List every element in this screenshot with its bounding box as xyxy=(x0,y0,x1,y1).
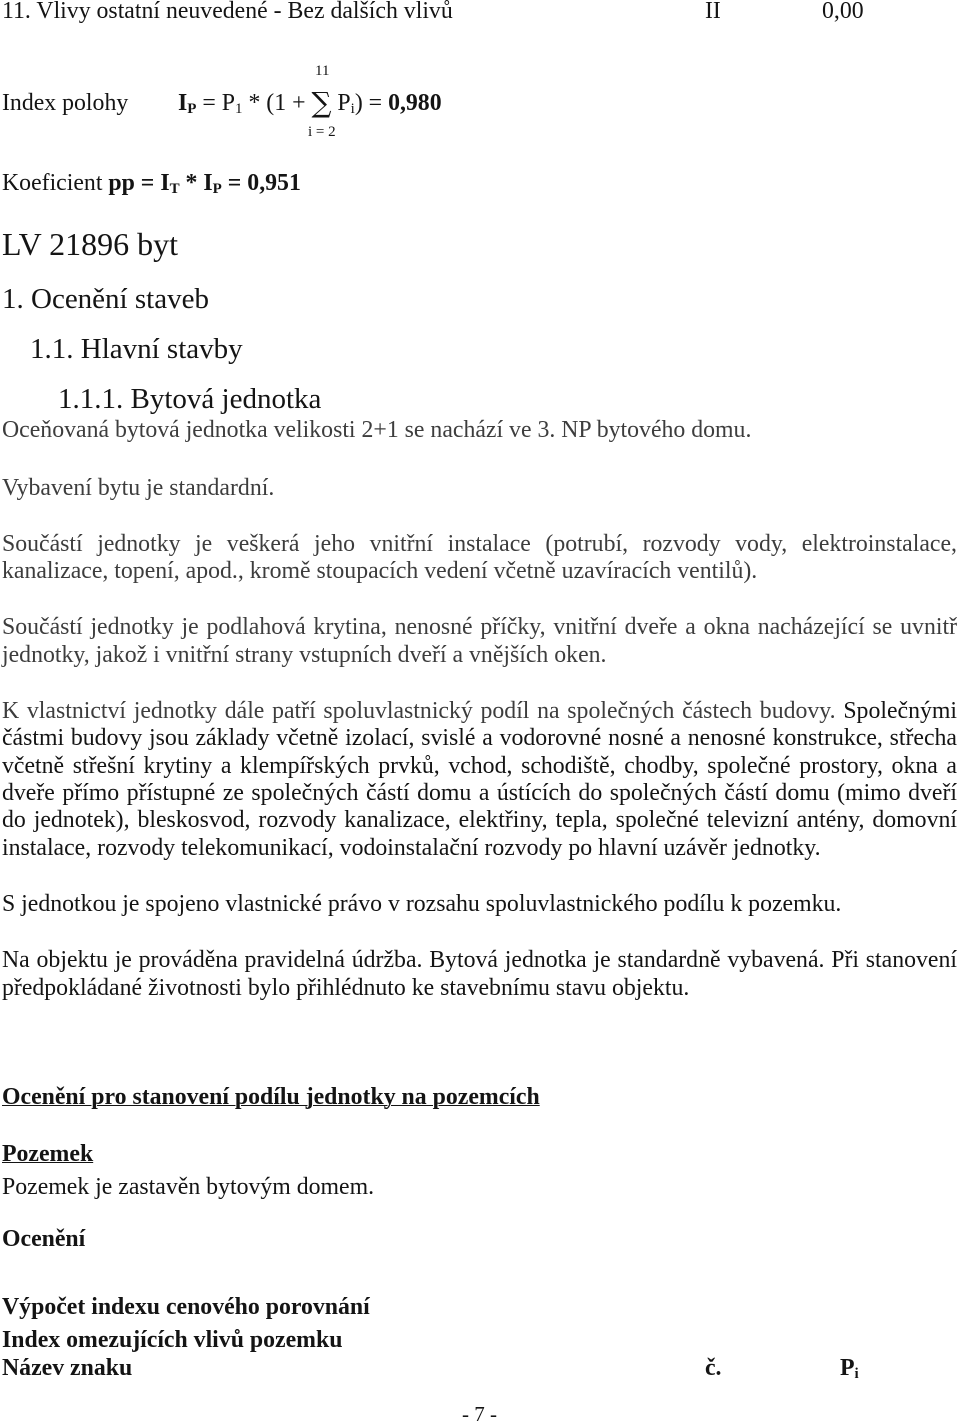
koeficient-pp: pp = I xyxy=(108,170,170,196)
koeficient-it-sub: T xyxy=(169,181,180,197)
oceneni-heading: Ocenění xyxy=(2,1226,86,1252)
table-header-name: Název znaku xyxy=(2,1355,133,1381)
table-header-number: č. xyxy=(705,1355,722,1381)
koeficient-ip-sub: P xyxy=(212,181,222,197)
maintenance-line: Na objektu je prováděna pravidelná údržba. Bytová jednotka je standardně vybavená. Při stanovení xyxy=(2,947,957,973)
maintenance-line: předpokládané životnosti bylo přihlédnuto ke stavebnímu stavu objektu. xyxy=(2,975,690,1001)
fixtures-line: Součástí jednotky je podlahová krytina, nenosné příčky, vnitřní dveře a okna nacházející se uvnitř xyxy=(2,614,957,640)
common-parts-line: včetně střešní krytiny a klempířských prvků, vchod, schodiště, chodby, společné prostory, okna a xyxy=(2,753,957,779)
pozemek-text: Pozemek je zastavěn bytovým domem. xyxy=(2,1174,375,1200)
section-heading-1-1-1: 1.1.1. Bytová jednotka xyxy=(58,383,322,415)
installations-line: Součástí jednotky je veškerá jeho vnitřní instalace (potrubí, rozvody vody, elektroinstalace, xyxy=(2,531,957,557)
formula-lhs: I xyxy=(178,90,188,116)
formula-equals-p: = P xyxy=(196,90,235,116)
table-header-p-main: P xyxy=(840,1355,855,1381)
fixtures-line: jednotky, jakož i vnitřní strany vstupních dveří a vnějších oken. xyxy=(2,642,607,668)
common-parts-line xyxy=(2,697,957,725)
land-right-paragraph: S jednotkou je spojeno vlastnické právo v rozsahu spoluvlastnického podílu k pozemku. xyxy=(2,891,842,917)
formula-close: ) = xyxy=(354,90,389,116)
table-header-p-sub: i xyxy=(854,1366,859,1382)
influence-value: 0,00 xyxy=(822,0,864,24)
section-heading-1-1: 1.1. Hlavní stavby xyxy=(30,333,243,365)
formula-pi: P xyxy=(331,90,351,116)
common-parts-text: K vlastnictví jednotky dále patří spoluvlastnický podíl na společných částech budovy. xyxy=(2,698,836,724)
common-parts-line: do jednotek), bleskosvod, rozvody kanalizace, elektřiny, tepla, společné televizní antény, domovní xyxy=(2,807,957,833)
common-parts-text: Společnými xyxy=(843,698,957,724)
lv-title: LV 21896 byt xyxy=(2,226,179,262)
influence-label: 11. Vlivy ostatní neuvedené - Bez dalších vlivů xyxy=(2,0,453,24)
formula-middle: * (1 + xyxy=(242,90,312,116)
index-heading: Index omezujících vlivů pozemku xyxy=(2,1327,343,1353)
koeficient-row xyxy=(2,169,301,197)
sum-upper-limit: 11 xyxy=(315,63,330,79)
formula-pi-sub: i xyxy=(350,101,355,117)
koeficient-label: Koeficient xyxy=(2,170,109,196)
sum-symbol: ∑ xyxy=(311,86,332,119)
index-polohy-formula xyxy=(178,86,442,119)
intro-paragraph: Oceňovaná bytová jednotka velikosti 2+1 se nachází ve 3. NP bytového domu. xyxy=(2,417,752,443)
calc-heading: Výpočet indexu cenového porovnání xyxy=(2,1294,370,1320)
page-number: - 7 - xyxy=(462,1402,497,1425)
formula-p1-sub: 1 xyxy=(235,101,243,117)
land-section-title: Ocenění pro stanovení podílu jednotky na pozemcích xyxy=(2,1084,540,1110)
influence-class: II xyxy=(705,0,721,24)
common-parts-line: částmi budovy jsou základy včetně izolací, svislé a vodorovné nosné a nenosné konstrukce, střecha xyxy=(2,725,957,751)
sum-lower-limit: i = 2 xyxy=(308,124,336,140)
formula-result: 0,980 xyxy=(388,90,442,116)
index-polohy-label: Index polohy xyxy=(2,90,129,116)
formula-lhs-sub: P xyxy=(187,101,197,117)
table-header-p xyxy=(840,1354,859,1382)
koeficient-times: * I xyxy=(179,170,213,196)
koeficient-result: = 0,951 xyxy=(221,170,301,196)
installations-line: kanalizace, topení, apod., kromě stoupacích vedení včetně uzavíracích ventilů). xyxy=(2,558,758,584)
common-parts-line: instalace, rozvody telekomunikací, vodoinstalační rozvody po hlavní uzávěr jednotky. xyxy=(2,835,821,861)
common-parts-line: dveře přímo přístupné ze společných částí domu a ústících do společných částí domu (mimo dveří xyxy=(2,780,957,806)
pozemek-heading: Pozemek xyxy=(2,1141,94,1167)
section-heading-1: 1. Ocenění staveb xyxy=(2,283,209,315)
equipment-paragraph: Vybavení bytu je standardní. xyxy=(2,475,275,501)
